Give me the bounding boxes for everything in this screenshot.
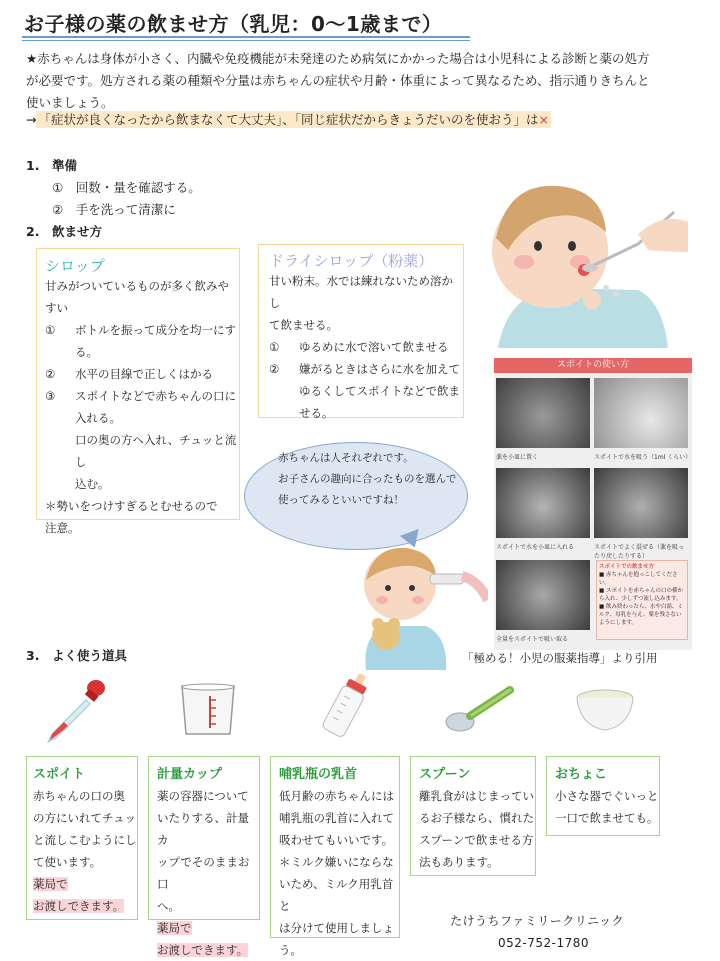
step-photo-5 [496,560,590,630]
spoon-icon [444,682,520,736]
tool-desc: 小さな器でぐいっと 一口で飲ませても。 [555,789,659,825]
step-caption: スポイトで水を小皿に入れる [496,544,575,551]
syrup-desc-line: すい [45,301,68,315]
step-photo-2 [594,378,688,448]
section1-item: ② 手を洗って清潔に [52,202,176,217]
dry-syrup-step: ① ゆるめに水で溶いて飲ませる [269,340,449,354]
baby-bottle-icon [316,668,376,744]
title-underline-thin [22,40,470,41]
step-caption: スポイトで水を吸う（1ml くらい） [594,454,692,461]
arrow-icon: → [26,112,37,127]
warning-text: 「症状が良くなったから飲まなくて大丈夫」、「同じ症状だからきょうだいのを使おう」は [38,112,539,127]
tool-name: スポイト [33,767,86,782]
section1-item: ① 回数・量を確認する。 [52,180,201,195]
section1-heading: 1. 準備 [26,158,77,173]
tool-desc: 低月齢の赤ちゃんには 哺乳瓶の乳首に入れて 吸わせてもいいです。 ＊ミルク嫌いにならな いため、ミルク用乳首と は分けて使用しましょ う。 [279,789,394,957]
warning-line [26,110,551,130]
pharmacy-note: お渡しできます。 [157,943,249,957]
dry-syrup-desc-line: 甘い粉末。水では練れないため溶かし [269,274,453,310]
pharmacy-note: お渡しできます。 [33,899,125,913]
tool-name: おちょこ [555,767,608,782]
tool-desc: 薬の容器について いたりする、計量カ ップでそのままお口 へ。 薬局で お渡しできます。 [157,789,250,957]
syrup-step: ③ スポイトなどで赤ちゃんの口に 入れる。 口の奥の方へ入れ、チュッと流し 込む。 [45,389,237,491]
tool-name: 計量カップ [157,767,222,782]
intro-line: ★赤ちゃんは身体が小さく、内臓や免疫機能が未発達のため病気にかかった場合は小児科による診断と薬の処方 [26,51,650,66]
step-caption: 全量をスポイトで吸い取る [496,636,569,643]
syrup-title: シロップ [45,257,105,275]
dry-syrup-body [269,270,461,424]
syrup-note-line: 注意。 [45,521,80,535]
tool-name: スプーン [419,767,471,782]
dry-syrup-title: ドライシロップ（粉薬） [269,252,434,270]
tool-name: 哺乳瓶の乳首 [279,767,358,782]
speech-bubble-text: 赤ちゃんは人それぞれです。 お子さんの趣向に合ったものを選んで 使ってみるといいですね！ [278,452,457,506]
step-caption: 薬を小皿に置く [496,454,539,461]
page-title: お子様の薬の飲ませ方（乳児：0～1歳まで） [24,12,443,36]
syrup-step: ① ボトルを振って成分を均一にす る。 [45,323,236,359]
dropper-tips-box: スポイトでの飲ませ方 ■ 赤ちゃんを抱っこしてください。 ■ スポイトを赤ちゃんの口の横から入れ、少しずつ流し込みます。 ■ 飲み終わったら、水や白湯、ミルク、母乳を与え、薬を残さないようにします。 [596,560,688,640]
clinic-phone: 052-752-1780 [498,936,590,950]
dropper-panel-title: スポイトの使い方 [494,358,692,373]
syrup-step: ② 水平の目線で正しくはかる [45,367,213,381]
syrup-steps [45,319,237,495]
sake-cup-icon [572,686,638,734]
tool-box-measuring-cup [148,756,260,957]
clinic-name: たけうちファミリークリニック [450,914,625,928]
baby-spoon-illustration [488,172,688,348]
section3-heading: 3. よく使う道具 [26,648,127,663]
pharmacy-note: 薬局で [157,921,192,935]
dropper-icon [40,678,110,746]
dry-syrup-step: ② 嫌がるときはさらに水を加えて ゆるくしてスポイトなどで飲ま せる。 [269,362,460,420]
intro-paragraph [26,48,696,114]
intro-line: が必要です。処方される薬の種類や分量は赤ちゃんの症状や月齢・体重によって異なるため、指示通りきちんと [26,73,650,88]
dry-syrup-steps [269,336,461,424]
measuring-cup-icon [176,682,240,738]
pharmacy-note: 薬局で [33,877,68,891]
step-photo-4 [594,468,688,538]
cross-mark-icon: × [538,112,549,127]
source-credit: 「極める！小児の服薬指導」より引用 [462,651,658,665]
step-photo-1 [496,378,590,448]
syrup-body [45,275,237,539]
warning-highlight [36,111,551,128]
dry-syrup-desc-line: て飲ませる。 [269,318,338,332]
tool-desc: 赤ちゃんの口の奥 の方にいれてチュッ と流しこむようにし て使います。 薬局で お渡しできます。 [33,789,137,913]
dry-syrup-box [258,244,464,418]
intro-line: 使いましょう。 [26,95,114,110]
title-underline [22,36,470,38]
syrup-note-line: ＊勢いをつけすぎるとむせるので [45,499,218,513]
step-photo-3 [496,468,590,538]
tool-box-sake-cup [546,756,660,836]
syrup-desc-line: 甘みがついているものが多く飲みや [45,279,229,293]
section2-heading: 2. 飲ませ方 [26,224,102,239]
tool-box-spoon [410,756,536,876]
tool-box-dropper [26,756,138,920]
syrup-box [36,248,240,535]
step-caption: スポイトでよく混ぜる（薬を吸ったり戻したりする） [594,544,685,560]
tool-box-bottle-nipple [270,756,400,957]
tool-desc: 離乳食がはじまってい るお子様なら、慣れた スプーンで飲ませる方 法もあります。 [419,789,534,869]
